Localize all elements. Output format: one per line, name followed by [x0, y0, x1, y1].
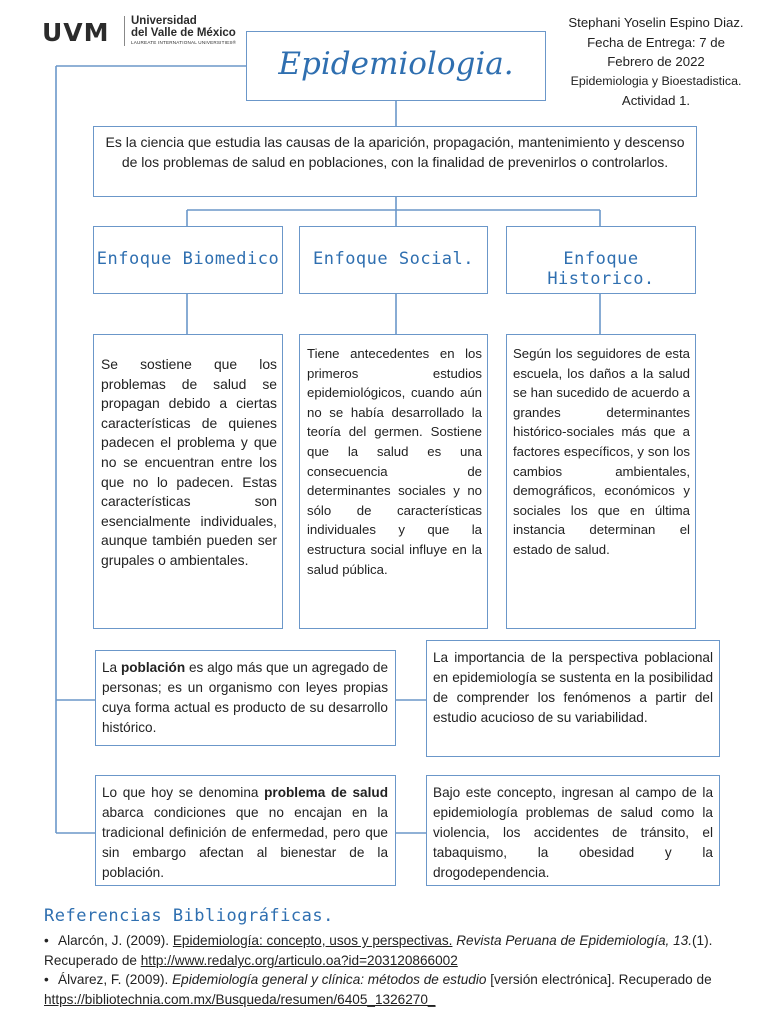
reference-item-1: [44, 931, 724, 971]
page-title: Epidemiologia.: [278, 46, 514, 82]
approach-text-box-historico: [506, 334, 696, 629]
delivery-date-line1: Fecha de Entrega: 7 de: [587, 34, 725, 50]
ref1-issue: (1). Recuperado de: [44, 933, 713, 968]
student-name: Stephani Yoselin Espino Diaz.: [568, 15, 744, 30]
poblacion-box: [95, 650, 396, 746]
approach-text-historico: Según los seguidores de esta escuela, los daños a la salud se han sucedido de acuerdo a grandes determinantes histórico-sociales más que a factores específicos, y son los cambios ambientales, demográficos, económicos y sociales los que en última instancia determinan el estado de salud.: [513, 346, 690, 557]
approach-text-box-social: [299, 334, 488, 629]
university-tagline: LAUREATE INTERNATIONAL UNIVERSITIES®: [131, 40, 237, 45]
ref2-url-link[interactable]: https://bibliotechnia.com.mx/Busqueda/resumen/6405_1326270_: [44, 992, 436, 1007]
ref1-title[interactable]: Epidemiología: concepto, usos y perspectivas.: [172, 933, 453, 948]
approach-text-social: Tiene antecedentes en los primeros estudios epidemiológicos, cuando aún no se había desarrollado la teoría del germen. Sostiene que la salud es una consecuencia de determinantes sociales y no sólo de características individuales y que la estructura social influye en la salud pública.: [307, 346, 482, 577]
uvm-logo: UVM: [42, 18, 110, 47]
references-heading: Referencias Bibliográficas.: [44, 906, 334, 926]
problema-text: [102, 783, 388, 883]
bullet-icon: •: [44, 972, 49, 987]
approach-title-historico: Enfoque Historico.: [547, 249, 655, 289]
approach-title-social: Enfoque Social.: [312, 249, 475, 269]
ref1-url-link[interactable]: http://www.redalyc.org/articulo.oa?id=203120866002: [140, 953, 458, 968]
approach-text-box-biomedico: [93, 334, 283, 629]
approach-title-box-social: [299, 226, 488, 294]
delivery-date-line2: Febrero de 2022: [607, 54, 705, 69]
problema-text-post: abarca condiciones que no encajan en la tradicional definición de enfermedad, pero que sin embargo afectan al bienestar de la población.: [102, 805, 388, 880]
university-line2: del Valle de México: [131, 27, 236, 39]
poblacion-text-bold: población: [120, 660, 186, 675]
approach-title-box-biomedico: [93, 226, 283, 294]
concepto-box: [426, 775, 720, 886]
ref2-edition: [versión electrónica]. Recuperado de: [486, 972, 712, 987]
importancia-text: La importancia de la perspectiva poblacional en epidemiología se sustenta en la posibilidad de comprender los fenómenos a partir del estudio acucioso de su variabilidad.: [433, 650, 713, 725]
ref2-title: Epidemiología general y clínica: métodos de estudio: [172, 972, 487, 987]
poblacion-text-post: es algo más que un agregado de personas; es un organismo con leyes propias cuya forma actual es producto de su desarrollo histórico.: [102, 660, 389, 735]
problema-text-bold: problema de salud: [264, 785, 388, 800]
poblacion-text-pre: La: [102, 660, 121, 675]
ref2-author: Álvarez, F. (2009).: [58, 972, 173, 987]
bullet-icon: •: [44, 933, 49, 948]
concepto-text: Bajo este concepto, ingresan al campo de la epidemiología problemas de salud como la violencia, los accidentes de tránsito, el tabaquismo, la obesidad y la drogodependencia.: [433, 785, 713, 880]
problema-text-pre: Lo que hoy se denomina: [102, 785, 265, 800]
approach-title-biomedico: Enfoque Biomedico: [96, 249, 280, 269]
poblacion-text: [102, 658, 388, 738]
approach-text-biomedico: Se sostiene que los problemas de salud se propagan debido a ciertas características de quienes padecen el problema y que no se encuentran entre los que no lo padecen. Estas características son esencialmente individuales, aunque también pueden ser grupales o ambientales.: [101, 356, 277, 568]
ref1-author: Alarcón, J. (2009).: [58, 933, 173, 948]
ref1-journal: Revista Peruana de Epidemiología, 13.: [452, 933, 692, 948]
university-line1: Universidad: [131, 15, 197, 27]
definition-box: [93, 126, 697, 197]
importancia-box: [426, 640, 720, 757]
activity-name: Actividad 1.: [621, 93, 691, 108]
problema-box: [95, 775, 396, 886]
title-box: [246, 31, 546, 101]
course-name: Epidemiologia y Bioestadistica.: [570, 73, 742, 88]
reference-item-2: [44, 970, 724, 1010]
definition-text: Es la ciencia que estudia las causas de la aparición, propagación, mantenimiento y descenso de los problemas de salud en poblaciones, con la finalidad de prevenirlos o controlarlos.: [105, 134, 685, 170]
approach-title-box-historico: [506, 226, 696, 294]
